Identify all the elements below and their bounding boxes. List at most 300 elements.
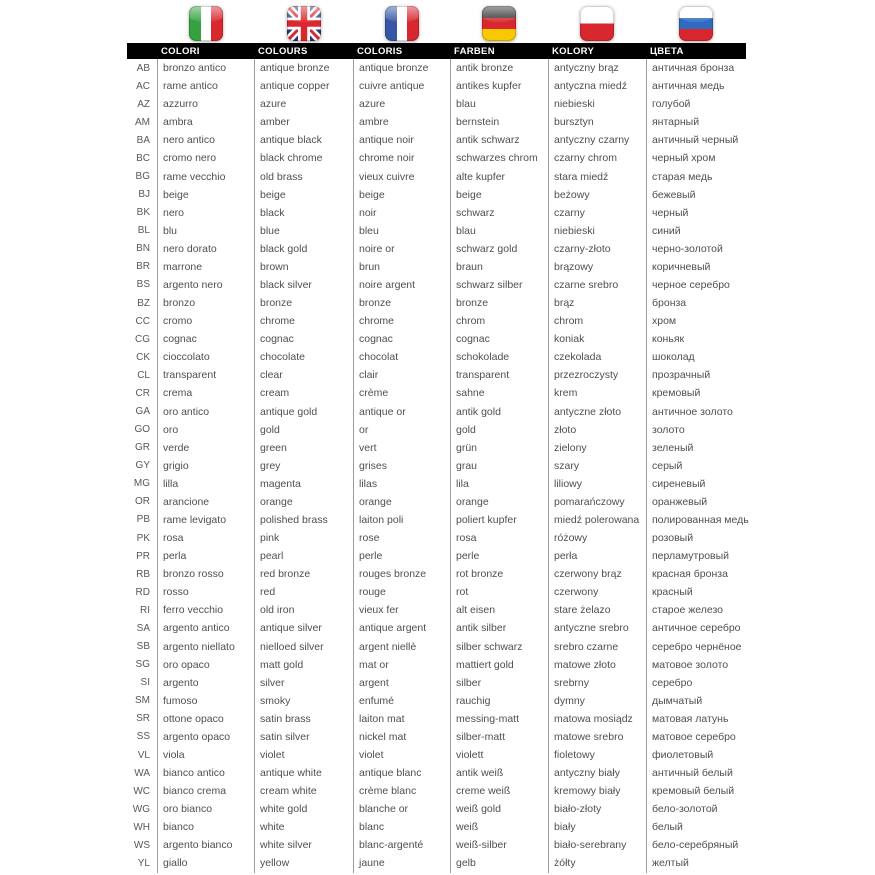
color-name-ru: фиолетовый: [646, 746, 746, 764]
color-name-fr: perle: [353, 547, 450, 565]
color-name-fr: violet: [353, 746, 450, 764]
header-coloris: COLORIS: [357, 45, 403, 57]
color-name-de: alt eisen: [450, 601, 548, 619]
color-code: PR: [136, 550, 150, 562]
color-code: CG: [135, 333, 150, 345]
color-name-en: beige: [254, 186, 353, 204]
color-name-it: argento opaco: [157, 728, 254, 746]
color-code: GY: [135, 460, 150, 472]
color-name-it: rosa: [157, 529, 254, 547]
color-name-fr: mat or: [353, 656, 450, 674]
color-name-en: cognac: [254, 330, 353, 348]
color-name-fr: ambre: [353, 113, 450, 131]
header-colori: COLORI: [161, 45, 200, 57]
color-name-en: antique white: [254, 764, 353, 782]
color-code: RI: [140, 604, 150, 616]
color-name-en: red bronze: [254, 565, 353, 583]
color-name-fr: blanche or: [353, 800, 450, 818]
table-row: [127, 421, 746, 439]
color-code: BN: [136, 243, 150, 255]
russia-flag-icon: [679, 6, 713, 41]
color-name-en: chrome: [254, 312, 353, 330]
color-name-pl: miedź polerowana: [548, 511, 646, 529]
color-name-it: argento: [157, 674, 254, 692]
color-name-pl: przezroczysty: [548, 366, 646, 384]
color-name-fr: bleu: [353, 222, 450, 240]
color-code: GA: [135, 406, 150, 418]
color-name-it: verde: [157, 439, 254, 457]
color-name-fr: crème blanc: [353, 782, 450, 800]
color-name-pl: biały: [548, 818, 646, 836]
color-name-it: rame antico: [157, 77, 254, 95]
color-name-fr: enfumé: [353, 692, 450, 710]
table-row: [127, 493, 746, 511]
color-name-pl: stara miedź: [548, 167, 646, 185]
color-code: BC: [136, 152, 150, 164]
color-name-fr: argent: [353, 674, 450, 692]
color-code: CR: [135, 387, 150, 399]
color-name-en: matt gold: [254, 656, 353, 674]
table-row: [127, 565, 746, 583]
table-row: [127, 547, 746, 565]
color-name-ru: желтый: [646, 854, 746, 872]
color-code: AM: [135, 116, 150, 128]
color-code: SS: [136, 731, 150, 743]
color-name-de: rot: [450, 583, 548, 601]
color-name-ru: золото: [646, 421, 746, 439]
color-name-ru: кремовый: [646, 384, 746, 402]
color-name-en: antique bronze: [254, 59, 353, 77]
table-row: [127, 439, 746, 457]
color-code: SR: [136, 713, 150, 725]
table-row: [127, 366, 746, 384]
table-row: [127, 186, 746, 204]
color-name-it: rame levigato: [157, 511, 254, 529]
color-name-ru: матовое серебро: [646, 728, 746, 746]
color-name-pl: szary: [548, 457, 646, 475]
color-name-de: grau: [450, 457, 548, 475]
color-name-de: grün: [450, 439, 548, 457]
color-name-it: bronzo rosso: [157, 565, 254, 583]
color-name-it: nero: [157, 204, 254, 222]
color-name-ru: черный: [646, 204, 746, 222]
color-name-de: silber schwarz: [450, 638, 548, 656]
color-name-de: silber: [450, 674, 548, 692]
color-name-fr: rouge: [353, 583, 450, 601]
color-code: BA: [136, 134, 150, 146]
color-name-de: blau: [450, 95, 548, 113]
flags-row: [127, 6, 746, 41]
color-name-de: blau: [450, 222, 548, 240]
color-code: CC: [135, 315, 150, 327]
color-name-fr: antique bronze: [353, 59, 450, 77]
color-name-ru: черный хром: [646, 149, 746, 167]
table-row: [127, 674, 746, 692]
color-name-pl: biało-serebrany: [548, 836, 646, 854]
color-name-ru: бело-серебряный: [646, 836, 746, 854]
color-code: RB: [136, 568, 150, 580]
color-name-de: schwarzes chrom: [450, 149, 548, 167]
color-name-pl: krem: [548, 384, 646, 402]
header-kolory: KOLORY: [552, 45, 595, 57]
table-row: [127, 764, 746, 782]
color-name-fr: lilas: [353, 475, 450, 493]
color-name-pl: czarny chrom: [548, 149, 646, 167]
color-name-ru: сиреневый: [646, 475, 746, 493]
color-name-en: silver: [254, 674, 353, 692]
color-name-ru: красная бронза: [646, 565, 746, 583]
color-name-pl: dymny: [548, 692, 646, 710]
color-code: WS: [133, 839, 150, 851]
color-name-pl: czarne srebro: [548, 276, 646, 294]
color-name-fr: laiton poli: [353, 511, 450, 529]
color-code: WA: [134, 767, 150, 779]
table-row: [127, 710, 746, 728]
table-row: [127, 276, 746, 294]
color-name-fr: or: [353, 421, 450, 439]
color-code: CL: [137, 369, 150, 381]
color-name-it: cromo nero: [157, 149, 254, 167]
color-name-pl: zielony: [548, 439, 646, 457]
color-name-fr: rose: [353, 529, 450, 547]
color-name-de: antik weiß: [450, 764, 548, 782]
color-name-fr: cuivre antique: [353, 77, 450, 95]
table-row: [127, 240, 746, 258]
color-name-ru: старая медь: [646, 167, 746, 185]
color-name-it: nero antico: [157, 131, 254, 149]
color-code: BZ: [137, 297, 150, 309]
color-name-pl: matowe złoto: [548, 656, 646, 674]
color-name-fr: noire argent: [353, 276, 450, 294]
color-name-en: antique black: [254, 131, 353, 149]
color-name-de: antikes kupfer: [450, 77, 548, 95]
color-name-it: ferro vecchio: [157, 601, 254, 619]
color-name-pl: antyczny biały: [548, 764, 646, 782]
color-name-fr: chrome noir: [353, 149, 450, 167]
color-name-it: bronzo antico: [157, 59, 254, 77]
germany-flag-icon: [482, 6, 516, 41]
color-name-fr: antique noir: [353, 131, 450, 149]
table-row: [127, 836, 746, 854]
color-code: BR: [136, 261, 150, 273]
color-name-de: rauchig: [450, 692, 548, 710]
color-name-pl: matowe srebro: [548, 728, 646, 746]
color-name-ru: красный: [646, 583, 746, 601]
color-name-de: silber-matt: [450, 728, 548, 746]
color-code: PK: [136, 532, 150, 544]
color-name-en: pink: [254, 529, 353, 547]
color-name-it: bianco antico: [157, 764, 254, 782]
color-name-de: cognac: [450, 330, 548, 348]
color-name-de: messing-matt: [450, 710, 548, 728]
color-name-ru: матовое золото: [646, 656, 746, 674]
color-name-pl: liliowy: [548, 475, 646, 493]
color-name-ru: матовая латунь: [646, 710, 746, 728]
color-name-ru: голубой: [646, 95, 746, 113]
color-name-fr: chocolat: [353, 348, 450, 366]
color-name-de: chrom: [450, 312, 548, 330]
color-name-fr: clair: [353, 366, 450, 384]
color-name-de: lila: [450, 475, 548, 493]
color-code: OR: [135, 496, 150, 508]
color-code: AZ: [137, 98, 150, 110]
color-name-en: clear: [254, 366, 353, 384]
color-name-fr: noire or: [353, 240, 450, 258]
table-row: [127, 312, 746, 330]
color-name-ru: античное серебро: [646, 619, 746, 637]
table-row: [127, 330, 746, 348]
color-name-fr: jaune: [353, 854, 450, 872]
color-name-de: creme weiß: [450, 782, 548, 800]
color-name-fr: crème: [353, 384, 450, 402]
poland-flag-icon: [580, 6, 614, 41]
color-name-pl: żółty: [548, 854, 646, 872]
color-name-it: giallo: [157, 854, 254, 872]
color-name-pl: beżowy: [548, 186, 646, 204]
table-row: [127, 746, 746, 764]
color-name-it: perla: [157, 547, 254, 565]
color-name-fr: noir: [353, 204, 450, 222]
color-name-en: chocolate: [254, 348, 353, 366]
table-row: [127, 384, 746, 402]
color-name-ru: шоколад: [646, 348, 746, 366]
color-name-pl: antyczny brąz: [548, 59, 646, 77]
color-name-it: oro antico: [157, 402, 254, 420]
color-name-pl: chrom: [548, 312, 646, 330]
color-name-de: poliert kupfer: [450, 511, 548, 529]
color-name-pl: złoto: [548, 421, 646, 439]
color-code: WH: [133, 821, 150, 833]
color-name-de: mattiert gold: [450, 656, 548, 674]
color-name-en: black gold: [254, 240, 353, 258]
color-name-it: azzurro: [157, 95, 254, 113]
color-code: AC: [136, 80, 150, 92]
color-name-ru: дымчатый: [646, 692, 746, 710]
color-name-it: beige: [157, 186, 254, 204]
color-name-de: schwarz silber: [450, 276, 548, 294]
color-name-it: cromo: [157, 312, 254, 330]
color-name-ru: синий: [646, 222, 746, 240]
color-code: SG: [135, 659, 150, 671]
color-name-de: antik schwarz: [450, 131, 548, 149]
color-code: SA: [136, 622, 150, 634]
color-name-en: azure: [254, 95, 353, 113]
color-code: WG: [132, 803, 150, 815]
color-name-de: antik silber: [450, 619, 548, 637]
color-name-ru: хром: [646, 312, 746, 330]
color-name-it: fumoso: [157, 692, 254, 710]
color-name-fr: azure: [353, 95, 450, 113]
color-code: GO: [134, 424, 150, 436]
italy-flag-icon: [189, 6, 223, 41]
color-name-de: schwarz: [450, 204, 548, 222]
color-name-ru: розовый: [646, 529, 746, 547]
color-name-en: white: [254, 818, 353, 836]
table-row: [127, 113, 746, 131]
table-row: [127, 402, 746, 420]
color-name-ru: античный белый: [646, 764, 746, 782]
color-name-de: gold: [450, 421, 548, 439]
color-code: GR: [135, 442, 150, 454]
color-name-pl: kremowy biały: [548, 782, 646, 800]
color-name-en: green: [254, 439, 353, 457]
table-row: [127, 131, 746, 149]
color-code: YL: [137, 857, 150, 869]
color-name-pl: różowy: [548, 529, 646, 547]
table-row: [127, 529, 746, 547]
color-name-ru: серебро чернёное: [646, 638, 746, 656]
table-row: [127, 348, 746, 366]
color-name-en: blue: [254, 222, 353, 240]
table-row: [127, 656, 746, 674]
color-name-de: weiß-silber: [450, 836, 548, 854]
color-name-fr: vieux fer: [353, 601, 450, 619]
color-name-fr: orange: [353, 493, 450, 511]
color-name-pl: niebieski: [548, 222, 646, 240]
color-name-en: black: [254, 204, 353, 222]
color-name-fr: antique blanc: [353, 764, 450, 782]
color-name-it: bianco: [157, 818, 254, 836]
color-name-de: perle: [450, 547, 548, 565]
color-name-fr: chrome: [353, 312, 450, 330]
color-name-en: satin silver: [254, 728, 353, 746]
color-name-fr: grises: [353, 457, 450, 475]
table-row: [127, 800, 746, 818]
color-name-pl: antyczne srebro: [548, 619, 646, 637]
color-name-fr: bronze: [353, 294, 450, 312]
color-name-pl: czarny: [548, 204, 646, 222]
header-colours: COLOURS: [258, 45, 308, 57]
color-name-en: antique silver: [254, 619, 353, 637]
color-name-en: white silver: [254, 836, 353, 854]
color-name-pl: bursztyn: [548, 113, 646, 131]
color-code: BK: [136, 207, 150, 219]
table-row: [127, 77, 746, 95]
france-flag-icon: [385, 6, 419, 41]
color-name-en: amber: [254, 113, 353, 131]
color-code: RD: [135, 586, 150, 598]
color-name-pl: koniak: [548, 330, 646, 348]
table-row: [127, 294, 746, 312]
color-code: BL: [137, 225, 150, 237]
color-name-en: cream: [254, 384, 353, 402]
color-name-de: beige: [450, 186, 548, 204]
color-name-ru: серебро: [646, 674, 746, 692]
color-name-en: nielloed silver: [254, 638, 353, 656]
color-name-de: orange: [450, 493, 548, 511]
color-name-ru: белый: [646, 818, 746, 836]
header-farben: FARBEN: [454, 45, 495, 57]
table-row: [127, 475, 746, 493]
header-cveta: ЦВЕТА: [650, 45, 684, 57]
color-code: AB: [136, 62, 150, 74]
color-name-pl: pomarańczowy: [548, 493, 646, 511]
color-name-it: transparent: [157, 366, 254, 384]
color-name-it: lilla: [157, 475, 254, 493]
color-name-pl: fioletowy: [548, 746, 646, 764]
color-name-fr: antique argent: [353, 619, 450, 637]
table-row: [127, 619, 746, 637]
color-name-de: rosa: [450, 529, 548, 547]
color-name-it: ambra: [157, 113, 254, 131]
color-code: BJ: [138, 189, 150, 201]
color-name-fr: rouges bronze: [353, 565, 450, 583]
color-name-fr: cognac: [353, 330, 450, 348]
table-row: [127, 583, 746, 601]
color-code: SB: [136, 641, 150, 653]
color-name-en: brown: [254, 258, 353, 276]
color-name-ru: коричневый: [646, 258, 746, 276]
color-name-en: magenta: [254, 475, 353, 493]
color-name-it: oro opaco: [157, 656, 254, 674]
table-row: [127, 258, 746, 276]
color-name-ru: серый: [646, 457, 746, 475]
color-name-de: antik bronze: [450, 59, 548, 77]
color-name-fr: beige: [353, 186, 450, 204]
color-name-ru: прозрачный: [646, 366, 746, 384]
color-name-it: ottone opaco: [157, 710, 254, 728]
color-name-it: nero dorato: [157, 240, 254, 258]
color-code: MG: [133, 478, 150, 490]
color-name-en: gold: [254, 421, 353, 439]
color-name-pl: antyczny czarny: [548, 131, 646, 149]
color-name-pl: czekolada: [548, 348, 646, 366]
color-name-de: transparent: [450, 366, 548, 384]
color-name-en: satin brass: [254, 710, 353, 728]
color-name-en: cream white: [254, 782, 353, 800]
uk-flag-icon: [287, 6, 321, 41]
color-name-de: schwarz gold: [450, 240, 548, 258]
color-name-ru: античное золото: [646, 402, 746, 420]
color-name-it: argento niellato: [157, 638, 254, 656]
table-row: [127, 601, 746, 619]
color-name-de: alte kupfer: [450, 167, 548, 185]
color-name-fr: blanc: [353, 818, 450, 836]
color-name-de: bronze: [450, 294, 548, 312]
color-name-de: weiß gold: [450, 800, 548, 818]
color-name-en: old iron: [254, 601, 353, 619]
color-name-pl: czerwony: [548, 583, 646, 601]
color-name-it: cognac: [157, 330, 254, 348]
color-code: BG: [135, 171, 150, 182]
color-name-en: polished brass: [254, 511, 353, 529]
color-name-fr: brun: [353, 258, 450, 276]
color-name-pl: czarny-złoto: [548, 240, 646, 258]
color-name-it: rame vecchio: [157, 167, 254, 185]
color-code: WC: [133, 785, 150, 797]
color-name-fr: blanc-argenté: [353, 836, 450, 854]
table-header-bar: [127, 43, 746, 59]
table-row: [127, 149, 746, 167]
table-row: [127, 692, 746, 710]
table-row: [127, 222, 746, 240]
color-name-it: argento bianco: [157, 836, 254, 854]
color-name-it: crema: [157, 384, 254, 402]
color-name-ru: коньяк: [646, 330, 746, 348]
color-name-fr: vieux cuivre: [353, 167, 450, 185]
color-name-it: arancione: [157, 493, 254, 511]
color-name-de: sahne: [450, 384, 548, 402]
color-name-ru: зеленый: [646, 439, 746, 457]
color-name-it: viola: [157, 746, 254, 764]
color-name-en: grey: [254, 457, 353, 475]
color-name-en: old brass: [254, 167, 353, 185]
color-name-ru: античная медь: [646, 77, 746, 95]
color-name-ru: античный черный: [646, 131, 746, 149]
color-name-ru: старое железо: [646, 601, 746, 619]
color-name-en: antique gold: [254, 402, 353, 420]
color-name-it: cioccolato: [157, 348, 254, 366]
